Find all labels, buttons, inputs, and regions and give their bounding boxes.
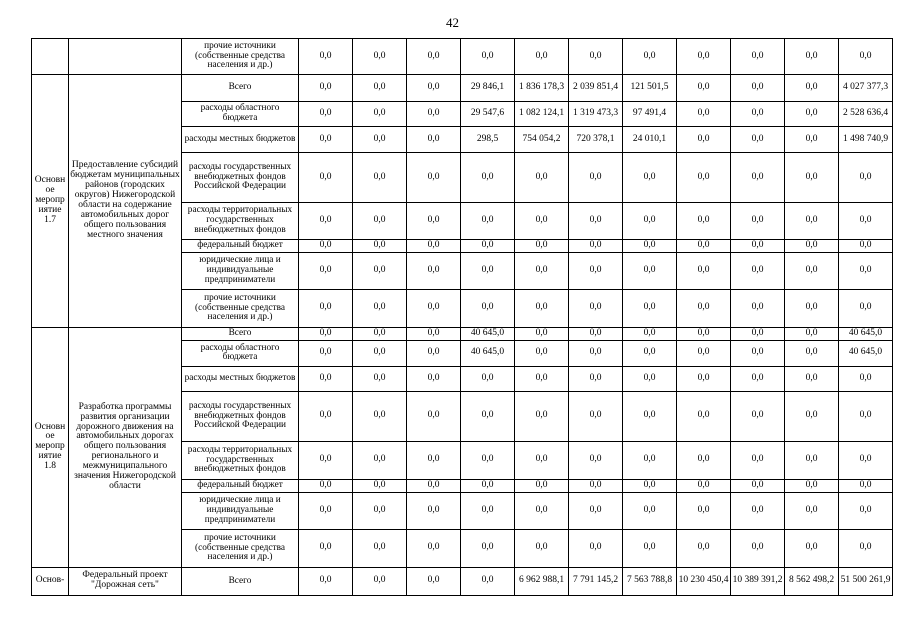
value-cell: 0,0 [353,340,407,366]
value-cell: 0,0 [299,327,353,340]
value-cell: 0,0 [299,39,353,75]
value-cell: 0,0 [407,252,461,289]
value-cell: 51 500 261,9 [839,567,893,595]
value-cell: 0,0 [569,39,623,75]
value-cell: 0,0 [461,39,515,75]
value-cell: 0,0 [407,75,461,102]
value-cell: 0,0 [731,102,785,127]
value-cell: 40 645,0 [839,340,893,366]
value-cell: 0,0 [407,327,461,340]
funding-source-cell: расходы территориальных государственных внебюджетных фондов [182,441,299,479]
value-cell: 0,0 [299,203,353,240]
value-cell: 0,0 [677,441,731,479]
value-cell: 0,0 [569,366,623,391]
value-cell: 0,0 [569,391,623,441]
value-cell: 0,0 [623,529,677,567]
value-cell: 0,0 [839,289,893,327]
value-cell: 0,0 [677,340,731,366]
value-cell: 40 645,0 [461,340,515,366]
value-cell: 0,0 [407,441,461,479]
value-cell: 0,0 [353,327,407,340]
value-cell: 0,0 [569,492,623,529]
value-cell: 0,0 [407,127,461,153]
value-cell: 0,0 [515,153,569,203]
activity-title: Предоставление субсидий бюджетам муниципальных районов (городских округов) Нижегородской области на содержание автомобильных дорог общего пользования местного значения [70,160,180,240]
value-cell: 0,0 [677,39,731,75]
value-cell: 0,0 [407,39,461,75]
value-cell: 0,0 [839,441,893,479]
value-cell: 0,0 [461,567,515,595]
value-cell: 0,0 [839,529,893,567]
value-cell: 0,0 [515,492,569,529]
value-cell: 0,0 [623,240,677,253]
value-cell: 29 846,1 [461,75,515,102]
value-cell: 0,0 [623,39,677,75]
value-cell: 0,0 [353,391,407,441]
value-cell: 754 054,2 [515,127,569,153]
value-cell: 0,0 [677,391,731,441]
value-cell: 0,0 [785,441,839,479]
value-cell: 0,0 [731,529,785,567]
activity-id: Основное мероприятие 1.8 [34,421,66,472]
value-cell: 0,0 [515,203,569,240]
value-cell: 0,0 [569,240,623,253]
value-cell: 40 645,0 [461,327,515,340]
value-cell: 0,0 [839,39,893,75]
funding-source-cell: расходы областного бюджета [182,340,299,366]
value-cell: 0,0 [353,39,407,75]
value-cell: 2 039 851,4 [569,75,623,102]
value-cell: 0,0 [515,39,569,75]
value-cell: 0,0 [785,391,839,441]
value-cell: 0,0 [299,340,353,366]
value-cell: 0,0 [677,203,731,240]
value-cell: 0,0 [515,340,569,366]
value-cell: 0,0 [839,203,893,240]
value-cell: 0,0 [785,127,839,153]
value-cell: 0,0 [353,240,407,253]
value-cell: 0,0 [515,327,569,340]
value-cell: 0,0 [569,203,623,240]
value-cell: 0,0 [353,441,407,479]
value-cell: 0,0 [677,75,731,102]
value-cell: 4 027 377,3 [839,75,893,102]
value-cell: 0,0 [677,492,731,529]
funding-source-cell: расходы территориальных государственных внебюджетных фондов [182,203,299,240]
value-cell: 0,0 [353,289,407,327]
value-cell: 0,0 [623,340,677,366]
value-cell: 0,0 [623,153,677,203]
value-cell: 0,0 [785,240,839,253]
value-cell: 0,0 [407,492,461,529]
activity-title-cell [69,75,182,328]
value-cell: 0,0 [731,75,785,102]
value-cell: 0,0 [785,340,839,366]
activity-id-cell [32,327,69,567]
value-cell: 0,0 [677,240,731,253]
activity-title-cell [69,567,182,595]
funding-source-cell: расходы местных бюджетов [182,127,299,153]
funding-source-cell: прочие источники (собственные средства населения и др.) [182,289,299,327]
value-cell: 0,0 [515,252,569,289]
value-cell: 0,0 [839,366,893,391]
value-cell: 0,0 [677,366,731,391]
value-cell: 0,0 [353,153,407,203]
value-cell: 0,0 [785,203,839,240]
value-cell: 0,0 [785,492,839,529]
value-cell: 0,0 [299,127,353,153]
value-cell: 0,0 [407,289,461,327]
value-cell: 0,0 [353,492,407,529]
value-cell: 0,0 [407,366,461,391]
value-cell: 0,0 [461,441,515,479]
budget-table [31,38,893,596]
value-cell: 0,0 [731,153,785,203]
value-cell: 0,0 [731,366,785,391]
funding-source-cell: прочие источники (собственные средства населения и др.) [182,529,299,567]
value-cell: 0,0 [569,252,623,289]
value-cell: 0,0 [461,289,515,327]
value-cell: 7 563 788,8 [623,567,677,595]
table-row [32,327,893,340]
activity-title: Разработка программы развития организации дорожного движения на автомобильных дорогах общего пользования регионального и межмуниципального значения Нижегородской области [74,401,176,492]
value-cell: 97 491,4 [623,102,677,127]
funding-source-cell: прочие источники (собственные средства населения и др.) [182,39,299,75]
value-cell: 0,0 [839,391,893,441]
value-cell: 0,0 [353,366,407,391]
value-cell: 0,0 [353,479,407,492]
value-cell: 0,0 [839,153,893,203]
value-cell: 0,0 [299,289,353,327]
value-cell: 0,0 [461,492,515,529]
value-cell: 0,0 [677,529,731,567]
value-cell: 7 791 145,2 [569,567,623,595]
activity-id: Основ- [35,575,65,586]
value-cell: 0,0 [569,289,623,327]
value-cell: 1 498 740,9 [839,127,893,153]
value-cell: 0,0 [731,127,785,153]
activity-id-cell [32,75,69,328]
funding-source-cell: юридические лица и индивидуальные предприниматели [182,252,299,289]
value-cell: 0,0 [623,479,677,492]
activity-title-cell [69,327,182,567]
value-cell: 40 645,0 [839,327,893,340]
value-cell: 0,0 [731,492,785,529]
activity-id-cell [32,39,69,75]
value-cell: 0,0 [785,252,839,289]
activity-id-cell [32,567,69,595]
value-cell: 0,0 [731,203,785,240]
value-cell: 0,0 [839,492,893,529]
value-cell: 0,0 [299,252,353,289]
value-cell: 29 547,6 [461,102,515,127]
value-cell: 0,0 [785,153,839,203]
value-cell: 0,0 [677,289,731,327]
value-cell: 0,0 [461,366,515,391]
value-cell: 0,0 [785,479,839,492]
value-cell: 0,0 [785,39,839,75]
value-cell: 0,0 [731,391,785,441]
value-cell: 0,0 [677,102,731,127]
value-cell: 0,0 [299,366,353,391]
value-cell: 0,0 [407,203,461,240]
value-cell: 0,0 [407,153,461,203]
value-cell: 0,0 [623,366,677,391]
funding-source-cell: Всего [182,75,299,102]
value-cell: 0,0 [623,252,677,289]
value-cell: 0,0 [785,529,839,567]
funding-source-cell: расходы областного бюджета [182,102,299,127]
value-cell: 0,0 [731,327,785,340]
value-cell: 6 962 988,1 [515,567,569,595]
value-cell: 0,0 [407,529,461,567]
value-cell: 0,0 [407,567,461,595]
value-cell: 0,0 [515,289,569,327]
value-cell: 0,0 [461,153,515,203]
value-cell: 0,0 [623,327,677,340]
value-cell: 121 501,5 [623,75,677,102]
value-cell: 0,0 [731,240,785,253]
value-cell: 0,0 [299,492,353,529]
value-cell: 0,0 [407,479,461,492]
value-cell: 0,0 [515,366,569,391]
activity-title: Федеральный проект "Дорожная сеть" [82,570,168,591]
value-cell: 0,0 [461,203,515,240]
table-body [32,39,893,596]
value-cell: 0,0 [353,529,407,567]
value-cell: 0,0 [299,441,353,479]
value-cell: 0,0 [299,240,353,253]
value-cell: 0,0 [353,203,407,240]
value-cell: 0,0 [515,479,569,492]
value-cell: 10 389 391,2 [731,567,785,595]
value-cell: 0,0 [461,252,515,289]
value-cell: 0,0 [623,492,677,529]
value-cell: 0,0 [299,391,353,441]
value-cell: 0,0 [299,75,353,102]
value-cell: 0,0 [839,479,893,492]
value-cell: 8 562 498,2 [785,567,839,595]
value-cell: 0,0 [677,153,731,203]
value-cell: 0,0 [731,252,785,289]
funding-source-cell: Всего [182,327,299,340]
table-row [32,39,893,75]
funding-source-cell: расходы местных бюджетов [182,366,299,391]
table-row [32,75,893,102]
funding-source-cell: юридические лица и индивидуальные предприниматели [182,492,299,529]
value-cell: 0,0 [461,479,515,492]
table-row [32,567,893,595]
value-cell: 0,0 [461,240,515,253]
value-cell: 0,0 [353,127,407,153]
value-cell: 0,0 [785,289,839,327]
value-cell: 0,0 [731,289,785,327]
value-cell: 0,0 [731,479,785,492]
value-cell: 0,0 [839,240,893,253]
funding-source-cell: Всего [182,567,299,595]
value-cell: 0,0 [299,567,353,595]
value-cell: 0,0 [569,529,623,567]
value-cell: 0,0 [515,240,569,253]
value-cell: 0,0 [299,479,353,492]
value-cell: 0,0 [407,340,461,366]
value-cell: 0,0 [731,39,785,75]
value-cell: 1 319 473,3 [569,102,623,127]
value-cell: 0,0 [677,327,731,340]
value-cell: 0,0 [623,441,677,479]
value-cell: 0,0 [353,75,407,102]
value-cell: 0,0 [677,252,731,289]
funding-source-cell: расходы государственных внебюджетных фондов Российской Федерации [182,391,299,441]
value-cell: 0,0 [839,252,893,289]
funding-source-cell: федеральный бюджет [182,240,299,253]
value-cell: 0,0 [299,102,353,127]
value-cell: 0,0 [785,366,839,391]
page-number: 42 [446,15,459,30]
value-cell: 0,0 [353,102,407,127]
value-cell: 0,0 [515,441,569,479]
funding-source-cell: расходы государственных внебюджетных фондов Российской Федерации [182,153,299,203]
value-cell: 0,0 [785,75,839,102]
value-cell: 0,0 [677,127,731,153]
value-cell: 0,0 [623,203,677,240]
activity-title-cell [69,39,182,75]
value-cell: 24 010,1 [623,127,677,153]
value-cell: 0,0 [353,567,407,595]
activity-id: Основное мероприятие 1.7 [34,175,66,225]
value-cell: 1 082 124,1 [515,102,569,127]
value-cell: 0,0 [407,102,461,127]
value-cell: 0,0 [569,327,623,340]
value-cell: 0,0 [785,102,839,127]
value-cell: 0,0 [785,327,839,340]
value-cell: 0,0 [569,479,623,492]
value-cell: 0,0 [569,153,623,203]
value-cell: 0,0 [731,340,785,366]
value-cell: 720 378,1 [569,127,623,153]
value-cell: 0,0 [569,441,623,479]
value-cell: 2 528 636,4 [839,102,893,127]
value-cell: 0,0 [299,529,353,567]
value-cell: 0,0 [407,240,461,253]
value-cell: 0,0 [461,529,515,567]
value-cell: 0,0 [623,391,677,441]
value-cell: 0,0 [677,479,731,492]
value-cell: 0,0 [569,340,623,366]
value-cell: 0,0 [353,252,407,289]
value-cell: 0,0 [731,441,785,479]
value-cell: 0,0 [515,529,569,567]
value-cell: 10 230 450,4 [677,567,731,595]
value-cell: 1 836 178,3 [515,75,569,102]
value-cell: 0,0 [407,391,461,441]
value-cell: 298,5 [461,127,515,153]
value-cell: 0,0 [623,289,677,327]
value-cell: 0,0 [299,153,353,203]
funding-source-cell: федеральный бюджет [182,479,299,492]
value-cell: 0,0 [515,391,569,441]
value-cell: 0,0 [461,391,515,441]
